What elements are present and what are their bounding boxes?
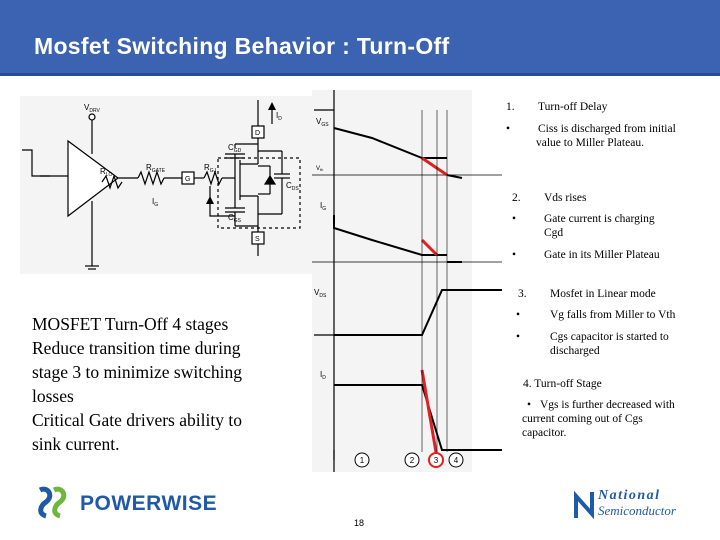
vdrv-label: $V_{DRV}$ — [84, 103, 100, 114]
stage4-title: 4. Turn-off Stage — [523, 378, 602, 390]
summary-line-6: sink current. — [32, 434, 120, 454]
stage-1-label: 1 — [359, 456, 365, 465]
stage3-bullet-2: • — [516, 331, 521, 343]
gate-node-label: G — [185, 176, 191, 183]
powerwise-logo — [36, 486, 218, 520]
stage2-number: 2. — [512, 192, 521, 204]
source-node-label: S — [255, 236, 260, 243]
summary-line-3: stage 3 to minimize switching — [32, 362, 242, 382]
id-label: $I_D$ — [276, 111, 282, 122]
stage-3-label: 3 — [433, 456, 439, 465]
cgd-label: $C_{GD}$ — [228, 143, 242, 154]
stage1-title: Turn-off Delay — [538, 101, 608, 113]
rgate-label: $R_{GATE}$ — [146, 163, 166, 174]
stage4-note-line2: current coming out of Cgs — [522, 413, 643, 425]
summary-text — [32, 312, 302, 456]
stage2-bullet-2: • — [512, 249, 517, 261]
stage3-title: Mosfet in Linear mode — [550, 288, 656, 300]
rlo-label: $R_{LO}$ — [100, 167, 113, 178]
stage-2-label: 2 — [409, 456, 415, 465]
stage3-note1: Vg falls from Miller to Vth — [550, 309, 676, 321]
rgi-label: $R_{G,I}$ — [204, 163, 217, 174]
ig-axis-label: $I_G$ — [320, 201, 327, 212]
title-underline — [0, 73, 720, 76]
stage3-number: 3. — [518, 288, 527, 300]
national-wordmark-line2: Semiconductor — [598, 503, 676, 518]
page-number: 18 — [354, 518, 365, 528]
turn-off-waveforms — [312, 90, 502, 475]
stage2-bullet-1: • — [512, 213, 517, 225]
vds-axis-label: $V_{DS}$ — [314, 288, 327, 299]
stage4-bullet: • — [527, 399, 532, 411]
slide-title: Mosfet Switching Behavior : Turn-Off — [34, 33, 450, 59]
summary-line-5: Critical Gate drivers ability to — [32, 410, 242, 430]
cgs-label: $C_{GS}$ — [228, 213, 242, 224]
summary-line-1: MOSFET Turn-Off 4 stages — [32, 314, 229, 334]
cds-label: $C_{DS}$ — [286, 181, 299, 192]
national-semiconductor-logo — [572, 488, 692, 522]
stage4-note-line1: Vgs is further decreased with — [540, 399, 675, 411]
id-axis-label: $I_D$ — [320, 370, 326, 381]
powerwise-emblem-icon — [36, 486, 76, 520]
stage3-bullet-1: • — [516, 309, 521, 321]
waveform-background — [312, 90, 472, 472]
stage3-note2-line2: discharged — [550, 345, 600, 357]
stage2-note1-line2: Cgd — [544, 227, 564, 239]
stage-4-label: 4 — [453, 456, 459, 465]
vgs-axis-label: $V_{GS}$ — [316, 117, 329, 128]
gate-driver-circuit-diagram — [20, 96, 320, 276]
stage1-number: 1. — [506, 101, 515, 113]
stage2-title: Vds rises — [544, 192, 587, 204]
stage4-note-line3: capacitor. — [522, 427, 567, 439]
national-emblem-icon — [572, 490, 596, 520]
stage1-note-line1: Ciss is discharged from initial — [538, 123, 676, 135]
national-wordmark-line1: National — [598, 488, 661, 503]
stage2-note2: Gate in its Miller Plateau — [544, 249, 660, 261]
drain-node-label: D — [255, 130, 261, 137]
stage3-note2-line1: Cgs capacitor is started to — [550, 331, 669, 343]
stage2-note1-line1: Gate current is charging — [544, 213, 655, 225]
stage1-bullet: • — [506, 123, 511, 135]
ig-label: $I_G$ — [152, 197, 159, 208]
title-bar — [0, 0, 720, 76]
vth-label: Vth — [316, 166, 324, 172]
summary-line-2: Reduce transition time during — [32, 338, 241, 358]
summary-line-4: losses — [32, 386, 74, 406]
powerwise-wordmark: POWERWISE — [80, 492, 218, 515]
circuit-background — [20, 96, 320, 274]
stage1-note-line2: value to Miller Plateau. — [536, 137, 644, 149]
